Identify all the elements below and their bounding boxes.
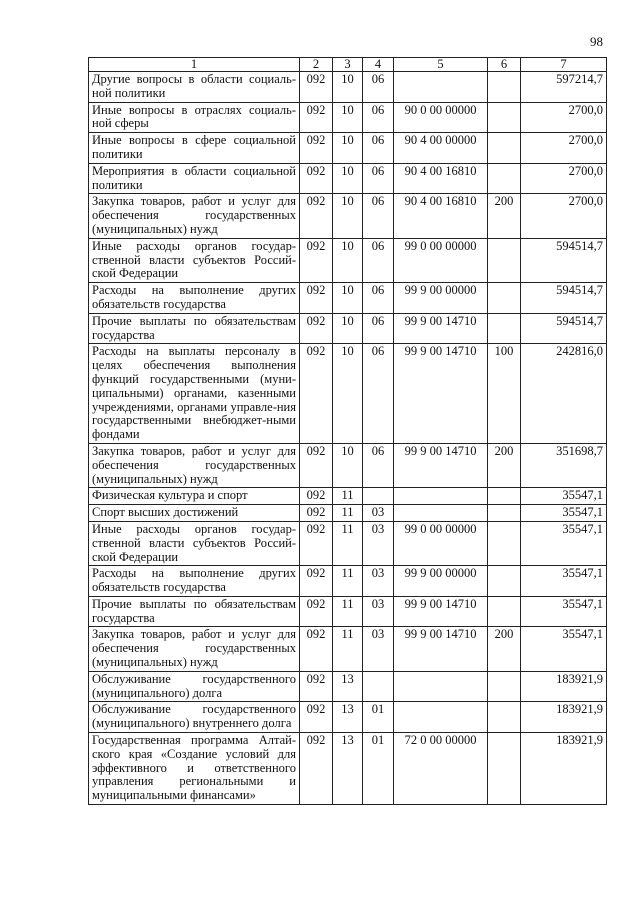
row-code: 092 bbox=[300, 283, 333, 314]
row-target-article: 99 0 00 00000 bbox=[394, 238, 488, 282]
row-name: Расходы на выполнение других обязательств государства bbox=[89, 566, 300, 597]
row-section: 10 bbox=[333, 443, 363, 487]
row-name: Закупка товаров, работ и услуг для обеспечения государственных (муниципальных) нужд bbox=[89, 194, 300, 238]
row-section: 10 bbox=[333, 283, 363, 314]
row-subsection: 06 bbox=[363, 443, 394, 487]
row-section: 10 bbox=[333, 344, 363, 444]
row-code: 092 bbox=[300, 596, 333, 627]
row-code: 092 bbox=[300, 505, 333, 522]
row-target-article: 72 0 00 00000 bbox=[394, 733, 488, 805]
row-code: 092 bbox=[300, 671, 333, 702]
row-name: Обслуживание государственного (муниципального) долга bbox=[89, 671, 300, 702]
row-amount: 597214,7 bbox=[521, 72, 607, 103]
header-cell: 1 bbox=[89, 58, 300, 72]
row-target-article: 99 9 00 14710 bbox=[394, 596, 488, 627]
row-amount: 594514,7 bbox=[521, 238, 607, 282]
row-subsection: 03 bbox=[363, 566, 394, 597]
row-expense-type: 200 bbox=[488, 627, 521, 671]
row-expense-type bbox=[488, 505, 521, 522]
table-row bbox=[89, 238, 607, 282]
row-subsection: 01 bbox=[363, 702, 394, 733]
row-code: 092 bbox=[300, 733, 333, 805]
row-expense-type: 200 bbox=[488, 443, 521, 487]
row-subsection: 03 bbox=[363, 521, 394, 565]
row-amount: 183921,9 bbox=[521, 733, 607, 805]
row-section: 13 bbox=[333, 671, 363, 702]
row-subsection: 03 bbox=[363, 596, 394, 627]
row-amount: 2700,0 bbox=[521, 133, 607, 164]
table-row bbox=[89, 521, 607, 565]
row-subsection: 06 bbox=[363, 72, 394, 103]
table-row bbox=[89, 671, 607, 702]
page-number: 98 bbox=[590, 34, 603, 49]
table-row bbox=[89, 102, 607, 133]
row-name: Прочие выплаты по обязательствам государства bbox=[89, 596, 300, 627]
table-row bbox=[89, 702, 607, 733]
row-section: 10 bbox=[333, 194, 363, 238]
table-row bbox=[89, 596, 607, 627]
row-code: 092 bbox=[300, 488, 333, 505]
row-expense-type bbox=[488, 283, 521, 314]
row-expense-type: 100 bbox=[488, 344, 521, 444]
header-cell: 3 bbox=[333, 58, 363, 72]
row-name: Прочие выплаты по обязательствам государства bbox=[89, 313, 300, 344]
row-amount: 2700,0 bbox=[521, 194, 607, 238]
row-expense-type bbox=[488, 488, 521, 505]
row-target-article bbox=[394, 505, 488, 522]
row-code: 092 bbox=[300, 566, 333, 597]
row-target-article: 90 0 00 00000 bbox=[394, 102, 488, 133]
row-subsection: 06 bbox=[363, 238, 394, 282]
row-code: 092 bbox=[300, 521, 333, 565]
row-expense-type bbox=[488, 702, 521, 733]
row-target-article: 99 9 00 14710 bbox=[394, 627, 488, 671]
header-cell: 2 bbox=[300, 58, 333, 72]
row-expense-type: 200 bbox=[488, 194, 521, 238]
row-section: 10 bbox=[333, 238, 363, 282]
row-section: 10 bbox=[333, 72, 363, 103]
table-header-row bbox=[89, 58, 607, 72]
table-row bbox=[89, 627, 607, 671]
row-code: 092 bbox=[300, 194, 333, 238]
row-expense-type bbox=[488, 521, 521, 565]
row-code: 092 bbox=[300, 443, 333, 487]
row-section: 11 bbox=[333, 596, 363, 627]
row-expense-type bbox=[488, 72, 521, 103]
row-amount: 242816,0 bbox=[521, 344, 607, 444]
row-section: 11 bbox=[333, 488, 363, 505]
row-name: Иные расходы органов государ-ственной власти субъектов Россий-ской Федерации bbox=[89, 521, 300, 565]
table-row bbox=[89, 72, 607, 103]
row-amount: 2700,0 bbox=[521, 102, 607, 133]
row-subsection: 06 bbox=[363, 194, 394, 238]
row-name: Закупка товаров, работ и услуг для обеспечения государственных (муниципальных) нужд bbox=[89, 627, 300, 671]
row-code: 092 bbox=[300, 313, 333, 344]
row-section: 11 bbox=[333, 521, 363, 565]
row-expense-type bbox=[488, 102, 521, 133]
row-amount: 351698,7 bbox=[521, 443, 607, 487]
row-section: 10 bbox=[333, 133, 363, 164]
row-expense-type bbox=[488, 133, 521, 164]
row-subsection: 03 bbox=[363, 627, 394, 671]
row-expense-type bbox=[488, 733, 521, 805]
row-expense-type bbox=[488, 566, 521, 597]
table-row bbox=[89, 163, 607, 194]
row-subsection: 06 bbox=[363, 102, 394, 133]
row-amount: 35547,1 bbox=[521, 627, 607, 671]
row-code: 092 bbox=[300, 102, 333, 133]
row-target-article: 99 9 00 14710 bbox=[394, 313, 488, 344]
row-code: 092 bbox=[300, 133, 333, 164]
row-target-article bbox=[394, 671, 488, 702]
row-expense-type bbox=[488, 163, 521, 194]
row-subsection: 06 bbox=[363, 283, 394, 314]
row-code: 092 bbox=[300, 627, 333, 671]
row-code: 092 bbox=[300, 702, 333, 733]
row-section: 10 bbox=[333, 102, 363, 133]
row-amount: 35547,1 bbox=[521, 488, 607, 505]
row-target-article bbox=[394, 72, 488, 103]
row-code: 092 bbox=[300, 163, 333, 194]
row-target-article bbox=[394, 488, 488, 505]
table-row bbox=[89, 283, 607, 314]
row-expense-type bbox=[488, 313, 521, 344]
row-code: 092 bbox=[300, 344, 333, 444]
row-amount: 35547,1 bbox=[521, 505, 607, 522]
row-name: Обслуживание государственного (муниципального) внутреннего долга bbox=[89, 702, 300, 733]
row-amount: 35547,1 bbox=[521, 521, 607, 565]
row-subsection: 03 bbox=[363, 505, 394, 522]
row-target-article: 99 9 00 00000 bbox=[394, 283, 488, 314]
row-amount: 594514,7 bbox=[521, 283, 607, 314]
row-subsection: 06 bbox=[363, 163, 394, 194]
row-section: 10 bbox=[333, 163, 363, 194]
row-name: Государственная программа Алтай-ского края «Создание условий для эффективного и ответственного управления региональными и муниципальными финансами» bbox=[89, 733, 300, 805]
row-code: 092 bbox=[300, 238, 333, 282]
row-section: 11 bbox=[333, 627, 363, 671]
row-name: Иные вопросы в отраслях социаль-ной сферы bbox=[89, 102, 300, 133]
row-expense-type bbox=[488, 596, 521, 627]
row-target-article: 99 9 00 14710 bbox=[394, 443, 488, 487]
row-name: Мероприятия в области социальной политики bbox=[89, 163, 300, 194]
row-amount: 183921,9 bbox=[521, 671, 607, 702]
row-name: Закупка товаров, работ и услуг для обеспечения государственных (муниципальных) нужд bbox=[89, 443, 300, 487]
row-name: Другие вопросы в области социаль-ной политики bbox=[89, 72, 300, 103]
row-section: 13 bbox=[333, 733, 363, 805]
table-row bbox=[89, 344, 607, 444]
row-name: Иные расходы органов государ-ственной власти субъектов Россий-ской Федерации bbox=[89, 238, 300, 282]
row-section: 10 bbox=[333, 313, 363, 344]
row-amount: 2700,0 bbox=[521, 163, 607, 194]
row-name: Расходы на выполнение других обязательств государства bbox=[89, 283, 300, 314]
row-target-article: 90 4 00 00000 bbox=[394, 133, 488, 164]
header-cell: 6 bbox=[488, 58, 521, 72]
row-section: 11 bbox=[333, 505, 363, 522]
row-subsection: 06 bbox=[363, 344, 394, 444]
table-row bbox=[89, 133, 607, 164]
budget-table bbox=[88, 57, 607, 805]
row-amount: 594514,7 bbox=[521, 313, 607, 344]
header-cell: 5 bbox=[394, 58, 488, 72]
table-row bbox=[89, 488, 607, 505]
row-expense-type bbox=[488, 671, 521, 702]
row-subsection bbox=[363, 488, 394, 505]
row-section: 13 bbox=[333, 702, 363, 733]
row-target-article: 99 9 00 14710 bbox=[394, 344, 488, 444]
table-row bbox=[89, 733, 607, 805]
table-row bbox=[89, 194, 607, 238]
row-target-article: 99 9 00 00000 bbox=[394, 566, 488, 597]
row-subsection bbox=[363, 671, 394, 702]
row-target-article: 99 0 00 00000 bbox=[394, 521, 488, 565]
row-amount: 35547,1 bbox=[521, 596, 607, 627]
row-subsection: 06 bbox=[363, 133, 394, 164]
row-name: Расходы на выплаты персоналу в целях обеспечения выполнения функций государственными (муни-ципальными) органами, казенными учреждениями, органами управле-ния государственными внебюджет-ными фондами bbox=[89, 344, 300, 444]
row-amount: 35547,1 bbox=[521, 566, 607, 597]
row-name: Иные вопросы в сфере социальной политики bbox=[89, 133, 300, 164]
row-amount: 183921,9 bbox=[521, 702, 607, 733]
header-cell: 4 bbox=[363, 58, 394, 72]
table-row bbox=[89, 566, 607, 597]
row-subsection: 01 bbox=[363, 733, 394, 805]
row-expense-type bbox=[488, 238, 521, 282]
row-subsection: 06 bbox=[363, 313, 394, 344]
row-name: Физическая культура и спорт bbox=[89, 488, 300, 505]
row-name: Спорт высших достижений bbox=[89, 505, 300, 522]
row-target-article bbox=[394, 702, 488, 733]
row-section: 11 bbox=[333, 566, 363, 597]
row-target-article: 90 4 00 16810 bbox=[394, 194, 488, 238]
table-row bbox=[89, 313, 607, 344]
header-cell: 7 bbox=[521, 58, 607, 72]
row-target-article: 90 4 00 16810 bbox=[394, 163, 488, 194]
row-code: 092 bbox=[300, 72, 333, 103]
table-row bbox=[89, 443, 607, 487]
table-row bbox=[89, 505, 607, 522]
